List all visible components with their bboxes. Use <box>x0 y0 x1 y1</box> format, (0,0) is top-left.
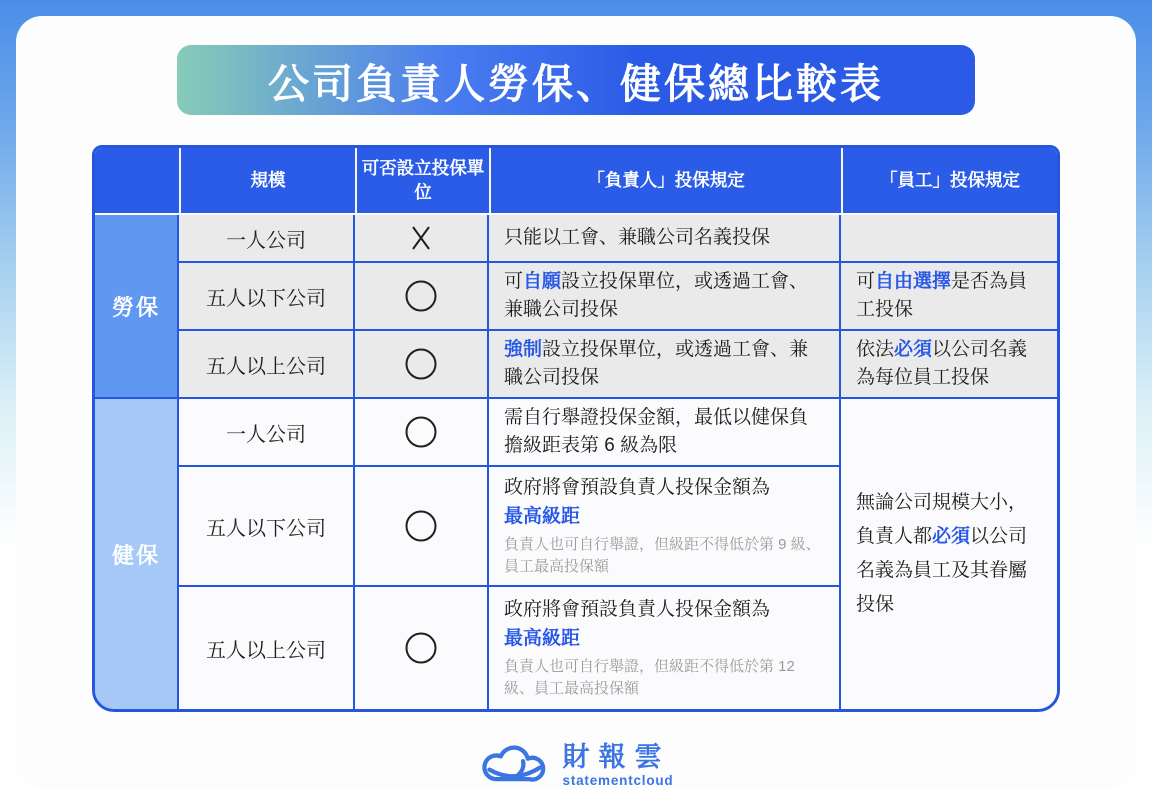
brand-text-block <box>563 743 674 789</box>
circle-icon <box>355 331 489 399</box>
principal-rule: 強制設立投保單位，或透過工會、兼職公司投保 <box>489 331 841 399</box>
brand-name: 財報雲 <box>562 741 671 772</box>
circle-icon <box>355 399 489 467</box>
cross-icon <box>355 215 489 263</box>
header-scale: 規模 <box>179 148 355 215</box>
group-label-labor: 勞保 <box>95 215 179 399</box>
content-card <box>16 16 1136 789</box>
scale-cell: 五人以下公司 <box>179 263 355 331</box>
employee-rule: 依法必須以公司名義為每位員工投保 <box>841 331 1057 399</box>
header-group-cell <box>95 148 179 215</box>
header-principal: 「負責人」投保規定 <box>489 148 841 215</box>
principal-rule: 政府將會預設負責人投保金額為 最高級距 負責人也可自行舉證，但級距不得低於第 12 級、員工最高投保額 <box>489 587 841 709</box>
circle-icon <box>355 467 489 587</box>
scale-cell: 五人以上公司 <box>179 587 355 709</box>
header-can-establish <box>355 148 489 215</box>
header-employee: 「員工」投保規定 <box>841 148 1057 215</box>
principal-rule-note: 負責人也可自行舉證，但級距不得低於第 12 級、員工最高投保額 <box>504 658 795 697</box>
page-title: 公司負責人勞保、健保總比較表 <box>268 60 884 107</box>
employee-rule: 可自由選擇是否為員工投保 <box>841 263 1057 331</box>
employee-rule-empty <box>841 215 1057 263</box>
circle-icon <box>355 263 489 331</box>
brand-subname: statementcloud <box>562 773 674 789</box>
scale-cell: 一人公司 <box>179 215 355 263</box>
scale-cell: 五人以下公司 <box>179 467 355 587</box>
principal-rule: 可自願設立投保單位，或透過工會、兼職公司投保 <box>489 263 841 331</box>
group-label-health: 健保 <box>95 399 179 709</box>
header-can-establish-text: 可否設立投保單位 <box>361 157 485 202</box>
scale-cell: 五人以上公司 <box>179 331 355 399</box>
employee-rule-merged: 無論公司規模大小，負責人都必須以公司名義為員工及其眷屬投保 <box>841 399 1057 709</box>
comparison-table <box>92 145 1060 712</box>
scale-cell: 一人公司 <box>179 399 355 467</box>
principal-rule: 政府將會預設負責人投保金額為 最高級距 負責人也可自行舉證，但級距不得低於第 9 級、員工最高投保額 <box>489 467 841 587</box>
circle-icon <box>355 587 489 709</box>
title-banner <box>177 45 975 115</box>
cloud-logo-icon <box>479 734 551 797</box>
brand-footer <box>16 734 1136 797</box>
principal-rule: 需自行舉證投保金額，最低以健保負擔級距表第 6 級為限 <box>489 399 841 467</box>
principal-rule-note: 負責人也可自行舉證，但級距不得低於第 9 級、員工最高投保額 <box>504 536 821 575</box>
principal-rule: 只能以工會、兼職公司名義投保 <box>489 215 841 263</box>
